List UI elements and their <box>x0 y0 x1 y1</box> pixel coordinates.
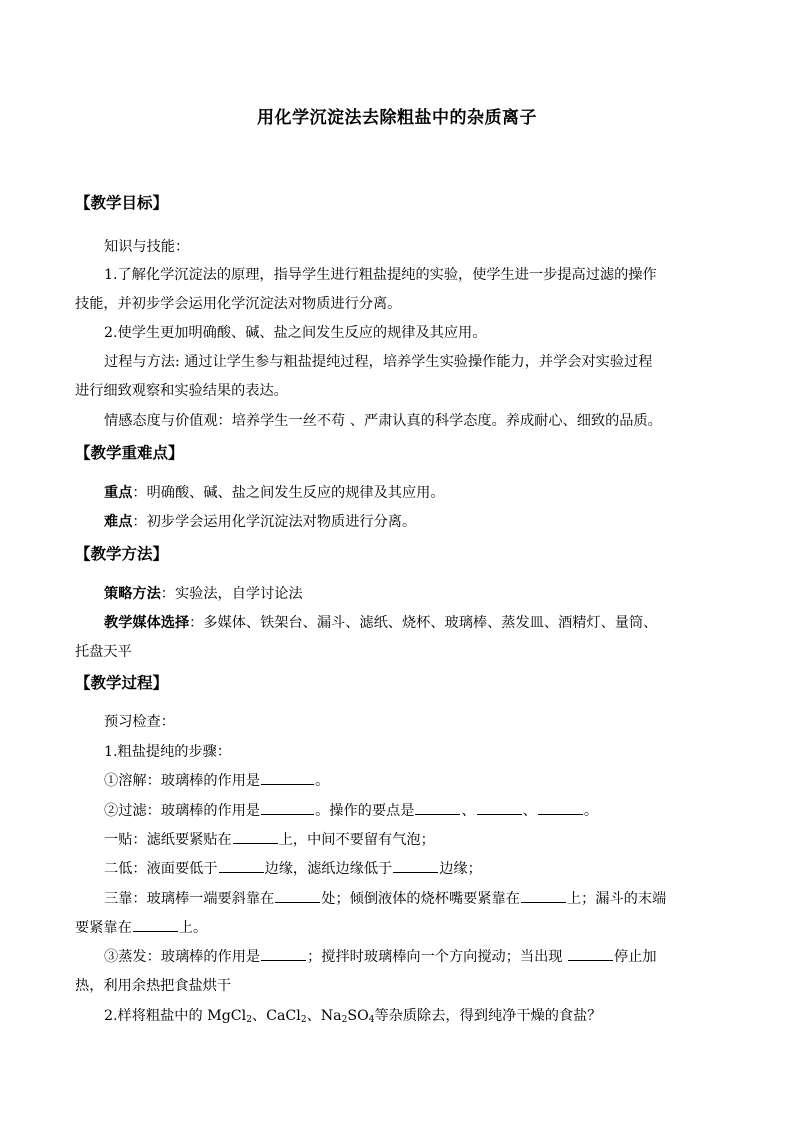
heading-teaching-methods: 【教学方法】 <box>75 545 169 563</box>
one-text-a: 一贴：滤纸要紧贴在 <box>104 832 232 848</box>
heading-key-points: 【教学重难点】 <box>75 444 184 462</box>
media-label: 教学媒体选择 <box>104 615 190 631</box>
process-method-cont: 进行细致观察和实验结果的表达。 <box>75 383 288 399</box>
blank-filter-point-3[interactable] <box>538 800 583 815</box>
rule-three-lean <box>104 888 666 908</box>
subscript: 2 <box>300 1015 307 1025</box>
subscript: 4 <box>368 1015 375 1025</box>
blank-three-3[interactable] <box>133 917 178 932</box>
q2-text-c: 、Na <box>306 1008 342 1024</box>
three-text-a: 三靠：玻璃棒一端要斜靠在 <box>104 891 275 907</box>
media-text: ：多媒体、铁架台、漏斗、滤纸、烧杯、玻璃棒、蒸发皿、酒精灯、量筒、 <box>189 615 658 631</box>
key-point <box>104 482 445 502</box>
blank-one[interactable] <box>233 829 278 844</box>
filter-text: ②过滤：玻璃棒的作用是 <box>104 803 261 819</box>
step-dissolve <box>104 770 329 790</box>
q2-text-d: SO <box>347 1008 369 1024</box>
goal-item-2: 2.使学生更加明确酸、碱、盐之间发生反应的规律及其应用。 <box>104 325 487 341</box>
three-text-d: 要紧靠在 <box>75 920 132 936</box>
separator: 、 <box>522 803 537 819</box>
blank-evap-role[interactable] <box>261 946 306 961</box>
preview-check: 预习检查： <box>104 714 175 730</box>
three-text-e: 上。 <box>178 920 208 936</box>
evap-text-a: ③蒸发：玻璃棒的作用是 <box>104 949 261 965</box>
difficulty-label: 难点 <box>104 514 133 530</box>
heading-teaching-process: 【教学过程】 <box>75 674 169 692</box>
blank-filter-point-2[interactable] <box>477 800 522 815</box>
heading-teaching-goals: 【教学目标】 <box>75 194 169 212</box>
key-label: 重点 <box>104 485 133 501</box>
difficulty-point <box>104 511 416 531</box>
question-2 <box>104 1005 601 1025</box>
blank-three-1[interactable] <box>275 888 320 903</box>
rule-three-lean-cont <box>75 917 207 937</box>
difficulty-text: ：初步学会运用化学沉淀法对物质进行分离。 <box>132 514 417 530</box>
q2-text-e: 等杂质除去，得到纯净干燥的食盐？ <box>374 1008 602 1024</box>
three-text-b: 处；倾倒液体的烧杯嘴要紧靠在 <box>321 891 520 907</box>
media-selection <box>104 612 657 632</box>
media-selection-cont: 托盘天平 <box>75 644 132 660</box>
blank-filter-point-1[interactable] <box>415 800 460 815</box>
document-title: 用化学沉淀法去除粗盐中的杂质离子 <box>257 108 537 128</box>
rule-two-low <box>104 858 482 878</box>
strategy-label: 策略方法 <box>104 586 161 602</box>
strategy-method <box>104 583 303 603</box>
separator: 、 <box>461 803 476 819</box>
emotion-values: 情感态度与价值观：培养学生一丝不苟 、严肃认真的科学态度。养成耐心、细致的品质。 <box>104 413 662 429</box>
purification-steps-title: 1.粗盐提纯的步骤： <box>104 744 232 760</box>
period: 。 <box>583 803 599 819</box>
step-evaporate <box>104 946 657 966</box>
rule-one-stick <box>104 829 435 849</box>
blank-two-2[interactable] <box>393 858 438 873</box>
two-text-b: 边缘，滤纸边缘低于 <box>264 861 393 877</box>
one-text-b: 上，中间不要留有气泡； <box>278 832 435 848</box>
blank-evap-stop[interactable] <box>568 946 613 961</box>
two-text-a: 二低：液面要低于 <box>104 861 218 877</box>
blank-dissolve[interactable] <box>261 770 314 785</box>
subscript: 2 <box>341 1015 348 1025</box>
period: 。 <box>315 773 330 789</box>
filter-points-text: 。操作的要点是 <box>315 803 415 819</box>
evap-text-c: 停止加 <box>613 949 657 965</box>
blank-three-2[interactable] <box>521 888 566 903</box>
knowledge-label: 知识与技能： <box>104 239 190 255</box>
q2-text-b: 、CaCl <box>251 1008 301 1024</box>
key-text: ：明确酸、碱、盐之间发生反应的规律及其应用。 <box>132 485 445 501</box>
goal-item-1: 1.了解化学沉淀法的原理，指导学生进行粗盐提纯的实验，使学生进一步提高过滤的操作 <box>104 267 657 283</box>
subscript: 2 <box>246 1015 252 1025</box>
evap-text-b: ；搅拌时玻璃棒向一个方向搅动；当出现 <box>307 949 567 965</box>
step-evaporate-cont: 热，利用余热把食盐烘干 <box>75 978 232 994</box>
strategy-text: ：实验法，自学讨论法 <box>160 586 303 602</box>
blank-two-1[interactable] <box>219 858 264 873</box>
two-text-c: 边缘； <box>439 861 482 877</box>
q2-text-a: 2.样将粗盐中的 MgCl <box>104 1008 247 1024</box>
three-text-c: 上；漏斗的末端 <box>566 891 667 907</box>
blank-filter-role[interactable] <box>261 800 314 815</box>
dissolve-text: ①溶解：玻璃棒的作用是 <box>104 773 261 789</box>
goal-item-1-cont: 技能，并初步学会运用化学沉淀法对物质进行分离。 <box>75 296 402 312</box>
step-filter <box>104 800 598 820</box>
process-method: 过程与方法: 通过让学生参与粗盐提纯过程，培养学生实验操作能力，并学会对实验过程 <box>104 354 653 370</box>
